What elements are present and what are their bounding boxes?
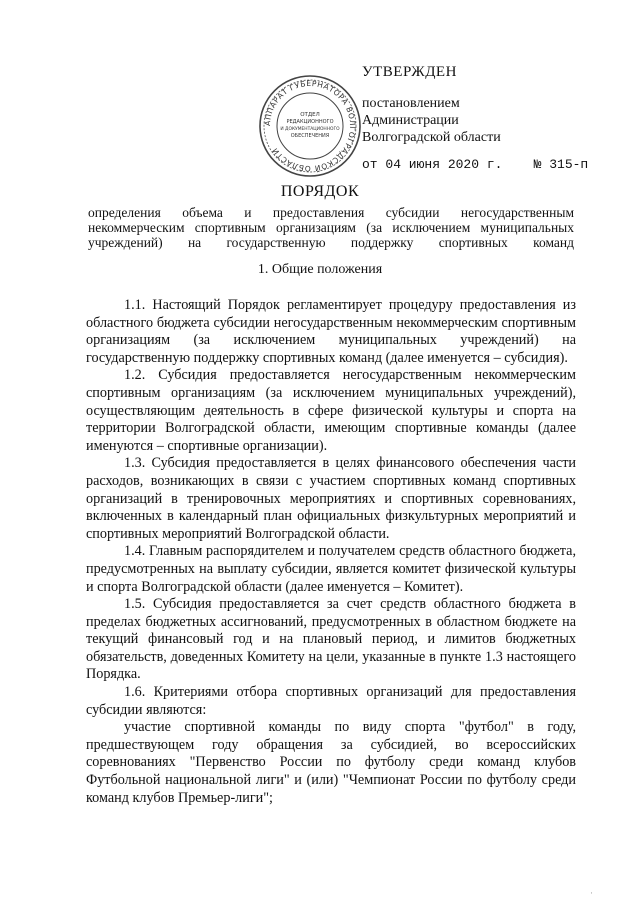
- page-mark: ·: [590, 888, 593, 898]
- section-heading: 1. Общие положения: [257, 262, 383, 277]
- approval-date-number: от 04 июня 2020 г. № 315-п: [362, 157, 589, 172]
- paragraph-criterion-1: участие спортивной команды по виду спорта "футбол" в году, предшествующем году обращения за субсидией, во всероссийских соревнованиях "Первенство России по футболу среди команд клубов Футбольной национальной лиги" и (или) "Чемпионат России по футболу среди команд клубов Премьер-лиги";: [86, 719, 576, 806]
- paragraph-1-4: 1.4. Главным распорядителем и получателем средств областного бюджета, предусмотренных на выплату субсидии, является комитет физической культуры и спорта Волгоградской области (далее именуется – Комитет).: [86, 543, 576, 595]
- approval-line-1: постановлением: [362, 96, 460, 111]
- svg-text:ОБЕСПЕЧЕНИЯ: ОБЕСПЕЧЕНИЯ: [290, 133, 330, 139]
- subtitle-line: учреждений) на государственную поддержку спортивных команд: [88, 235, 574, 250]
- approval-line-2: Администрации: [362, 113, 459, 128]
- document-title: ПОРЯДОК: [280, 183, 360, 200]
- subtitle-line: определения объема и предоставления субсидии негосударственным: [88, 205, 574, 220]
- svg-text:РЕДАКЦИОННОГО: РЕДАКЦИОННОГО: [286, 119, 334, 125]
- paragraph-1-5: 1.5. Субсидия предоставляется за счет средств областного бюджета в пределах бюджетных ассигнований, предусмотренных в областном бюджете на текущий финансовый год и на плановый период, и лимитов бюджетных обязательств, доведенных Комитету на цели, указанные в пункте 1.3 настоящего Порядка.: [86, 596, 576, 683]
- paragraph-1-3: 1.3. Субсидия предоставляется в целях финансового обеспечения части расходов, возникающих в связи с участием спортивных команд спортивных организаций в тренировочных мероприятиях и спортивных соревнованиях, включенных в календарный план официальных физкультурных мероприятий и спортивных мероприятий Волгоградской области.: [86, 455, 576, 542]
- paragraph-1-2: 1.2. Субсидия предоставляется негосударственным некоммерческим спортивным организациям (за исключением муниципальных учреждений), осуществляющим деятельность в сфере физической культуры и спорта на территории Волгоградской области, имеющим спортивные команды (далее именуются – спортивные организации).: [86, 367, 576, 454]
- paragraph-1-6: 1.6. Критериями отбора спортивных организаций для предоставления субсидии являются:: [86, 684, 576, 718]
- approval-line-3: Волгоградской области: [362, 130, 501, 145]
- subtitle-line: некоммерческим спортивным организациям (за исключением муниципальных: [88, 220, 574, 235]
- document-body: [86, 297, 576, 807]
- approval-block: [350, 64, 630, 173]
- paragraph-1-1: 1.1. Настоящий Порядок регламентирует процедуру предоставления из областного бюджета субсидии негосударственным некоммерческим спортивным организациям (за исключением муниципальных учреждений) на государственную поддержку спортивных команд (далее именуется – субсидия).: [86, 297, 576, 366]
- svg-text:ОТДЕЛ: ОТДЕЛ: [300, 112, 320, 118]
- svg-text:И ДОКУМЕНТАЦИОННОГО: И ДОКУМЕНТАЦИОННОГО: [280, 127, 340, 132]
- svg-text:АППАРАТ ГУБЕРНАТОРА ВОЛГОГРАДС: АППАРАТ ГУБЕРНАТОРА ВОЛГОГРАДСКОЙ ОБЛАСТИ: [262, 78, 358, 174]
- approval-heading: УТВЕРЖДЕН: [362, 64, 457, 80]
- official-seal-stamp: [258, 74, 362, 178]
- document-subtitle: [88, 205, 574, 250]
